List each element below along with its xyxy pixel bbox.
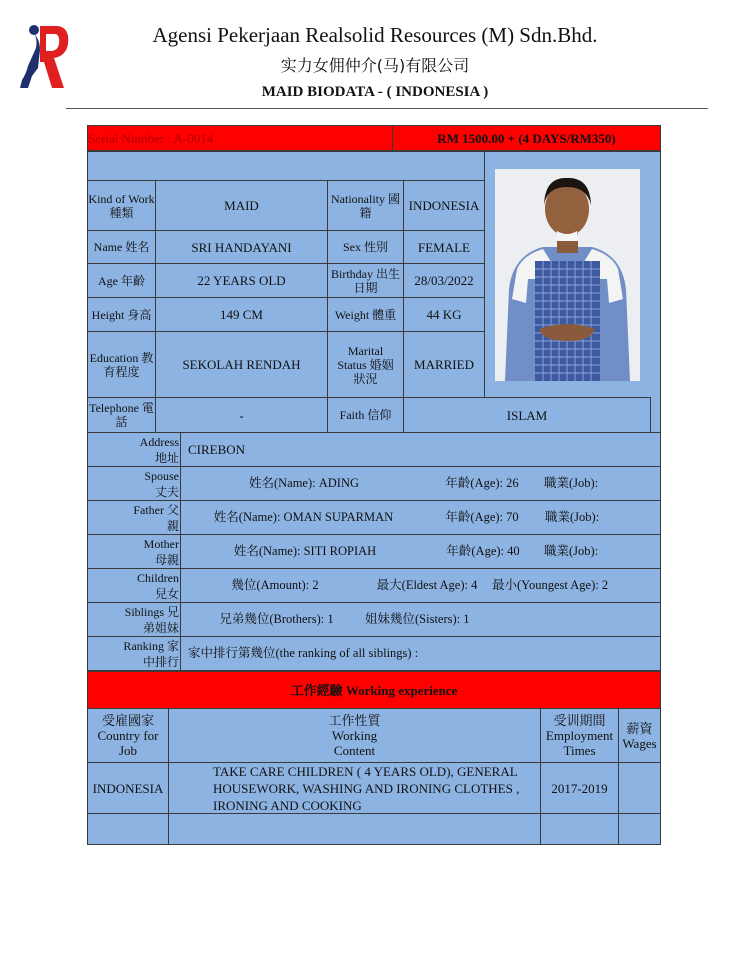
education-label: Education 教育程度 [87,331,156,398]
marital-status-label: Marital Status 婚姻狀況 [327,331,404,398]
kind-of-work-label: Kind of Work 種類 [87,180,156,231]
exp-row-2-times [540,813,619,845]
weight-value: 44 KG [403,297,485,332]
kind-of-work-value: MAID [155,180,328,231]
mother-age: 年齡(Age): 40 [446,544,520,558]
col-wages-header: 薪資 Wages [618,708,661,763]
maid-photo [495,169,640,381]
document-title: MAID BIODATA - ( INDONESIA ) [261,84,489,100]
mother-name: 姓名(Name): SITI ROPIAH [233,544,377,558]
nationality-value: INDONESIA [403,180,485,231]
height-label: Height 身高 [87,297,156,332]
col-country-header: 受雇國家 Country for Job [87,708,169,763]
exp-row-1-times: 2017-2019 [540,762,619,814]
age-label: Age 年齡 [87,263,156,298]
siblings-brothers: 兄弟幾位(Brothers): 1 [219,612,334,626]
telephone-value: - [155,397,328,433]
faith-value: ISLAM [403,397,651,433]
faith-label: Faith 信仰 [327,397,404,433]
mother-label: Mother 母親 [87,534,181,569]
mother-info [180,534,661,569]
company-logo [18,22,72,92]
address-value: CIREBON [180,432,661,467]
height-value: 149 CM [155,297,328,332]
spouse-label: Spouse 丈夫 [87,466,181,501]
header-divider [66,108,708,109]
company-name-chinese: 实力女佣仲介(马)有限公司 [280,56,470,75]
exp-row-2-wages [618,813,661,845]
nationality-label: Nationality 國籍 [327,180,404,231]
children-info [180,568,661,603]
children-label: Children 兒女 [87,568,181,603]
birthday-label: Birthday 出生日期 [327,263,404,298]
company-name: Agensi Pekerjaan Realsolid Resources (M) Sdn.Bhd. [152,23,598,47]
children-amount: 幾位(Amount): 2 [231,578,319,592]
exp-row-1-content: TAKE CARE CHILDREN ( 4 YEARS OLD), GENERAL HOUSEWORK, WASHING AND IRONING CLOTHES , IRONING AND COOKING [168,762,541,814]
spouse-info [180,466,661,501]
father-age: 年齡(Age): 70 [445,510,519,524]
age-value: 22 YEARS OLD [155,263,328,298]
exp-row-1-country: INDONESIA [87,762,169,814]
name-label: Name 姓名 [87,230,156,264]
ranking-info: 家中排行第幾位(the ranking of all siblings) : [180,636,661,671]
weight-label: Weight 體重 [327,297,404,332]
col-content-header: 工作性質 Working Content [168,708,541,763]
father-label: Father 父親 [87,500,181,535]
birthday-value: 28/03/2022 [403,263,485,298]
photo-side-strip [650,151,661,433]
siblings-label: Siblings 兄弟姐妹 [87,602,181,637]
working-experience-title: 工作經驗 Working experience [87,671,661,709]
price-label: RM 1500.00 + (4 DAYS/RM350) [392,125,661,151]
education-value: SEKOLAH RENDAH [155,331,328,398]
exp-row-2-country [87,813,169,845]
col-times-header: 受训期間 Employment Times [540,708,619,763]
exp-row-2-content [168,813,541,845]
exp-row-1-wages [618,762,661,814]
spouse-name: 姓名(Name): ADING [248,476,360,490]
spouse-job: 職業(Job): [544,476,599,490]
name-value: SRI HANDAYANI [155,230,328,264]
sex-value: FEMALE [403,230,485,264]
siblings-info [180,602,661,637]
ranking-label: Ranking 家中排行 [87,636,181,671]
telephone-label: Telephone 電話 [87,397,156,433]
children-youngest: 最小(Youngest Age): 2 [492,578,609,592]
address-label: Address 地址 [87,432,181,467]
father-job: 職業(Job): [545,510,600,524]
mother-job: 職業(Job): [544,544,599,558]
children-eldest: 最大(Eldest Age): 4 [376,578,478,592]
spouse-age: 年齡(Age): 26 [445,476,519,490]
sex-label: Sex 性別 [327,230,404,264]
profile-spacer [87,151,485,181]
marital-status-value: MARRIED [403,331,485,398]
siblings-sisters: 姐妹幾位(Sisters): 1 [365,612,470,626]
father-info [180,500,661,535]
serial-number: Serial Number : A-0014 [87,125,393,151]
father-name: 姓名(Name): OMAN SUPARMAN [213,510,394,524]
